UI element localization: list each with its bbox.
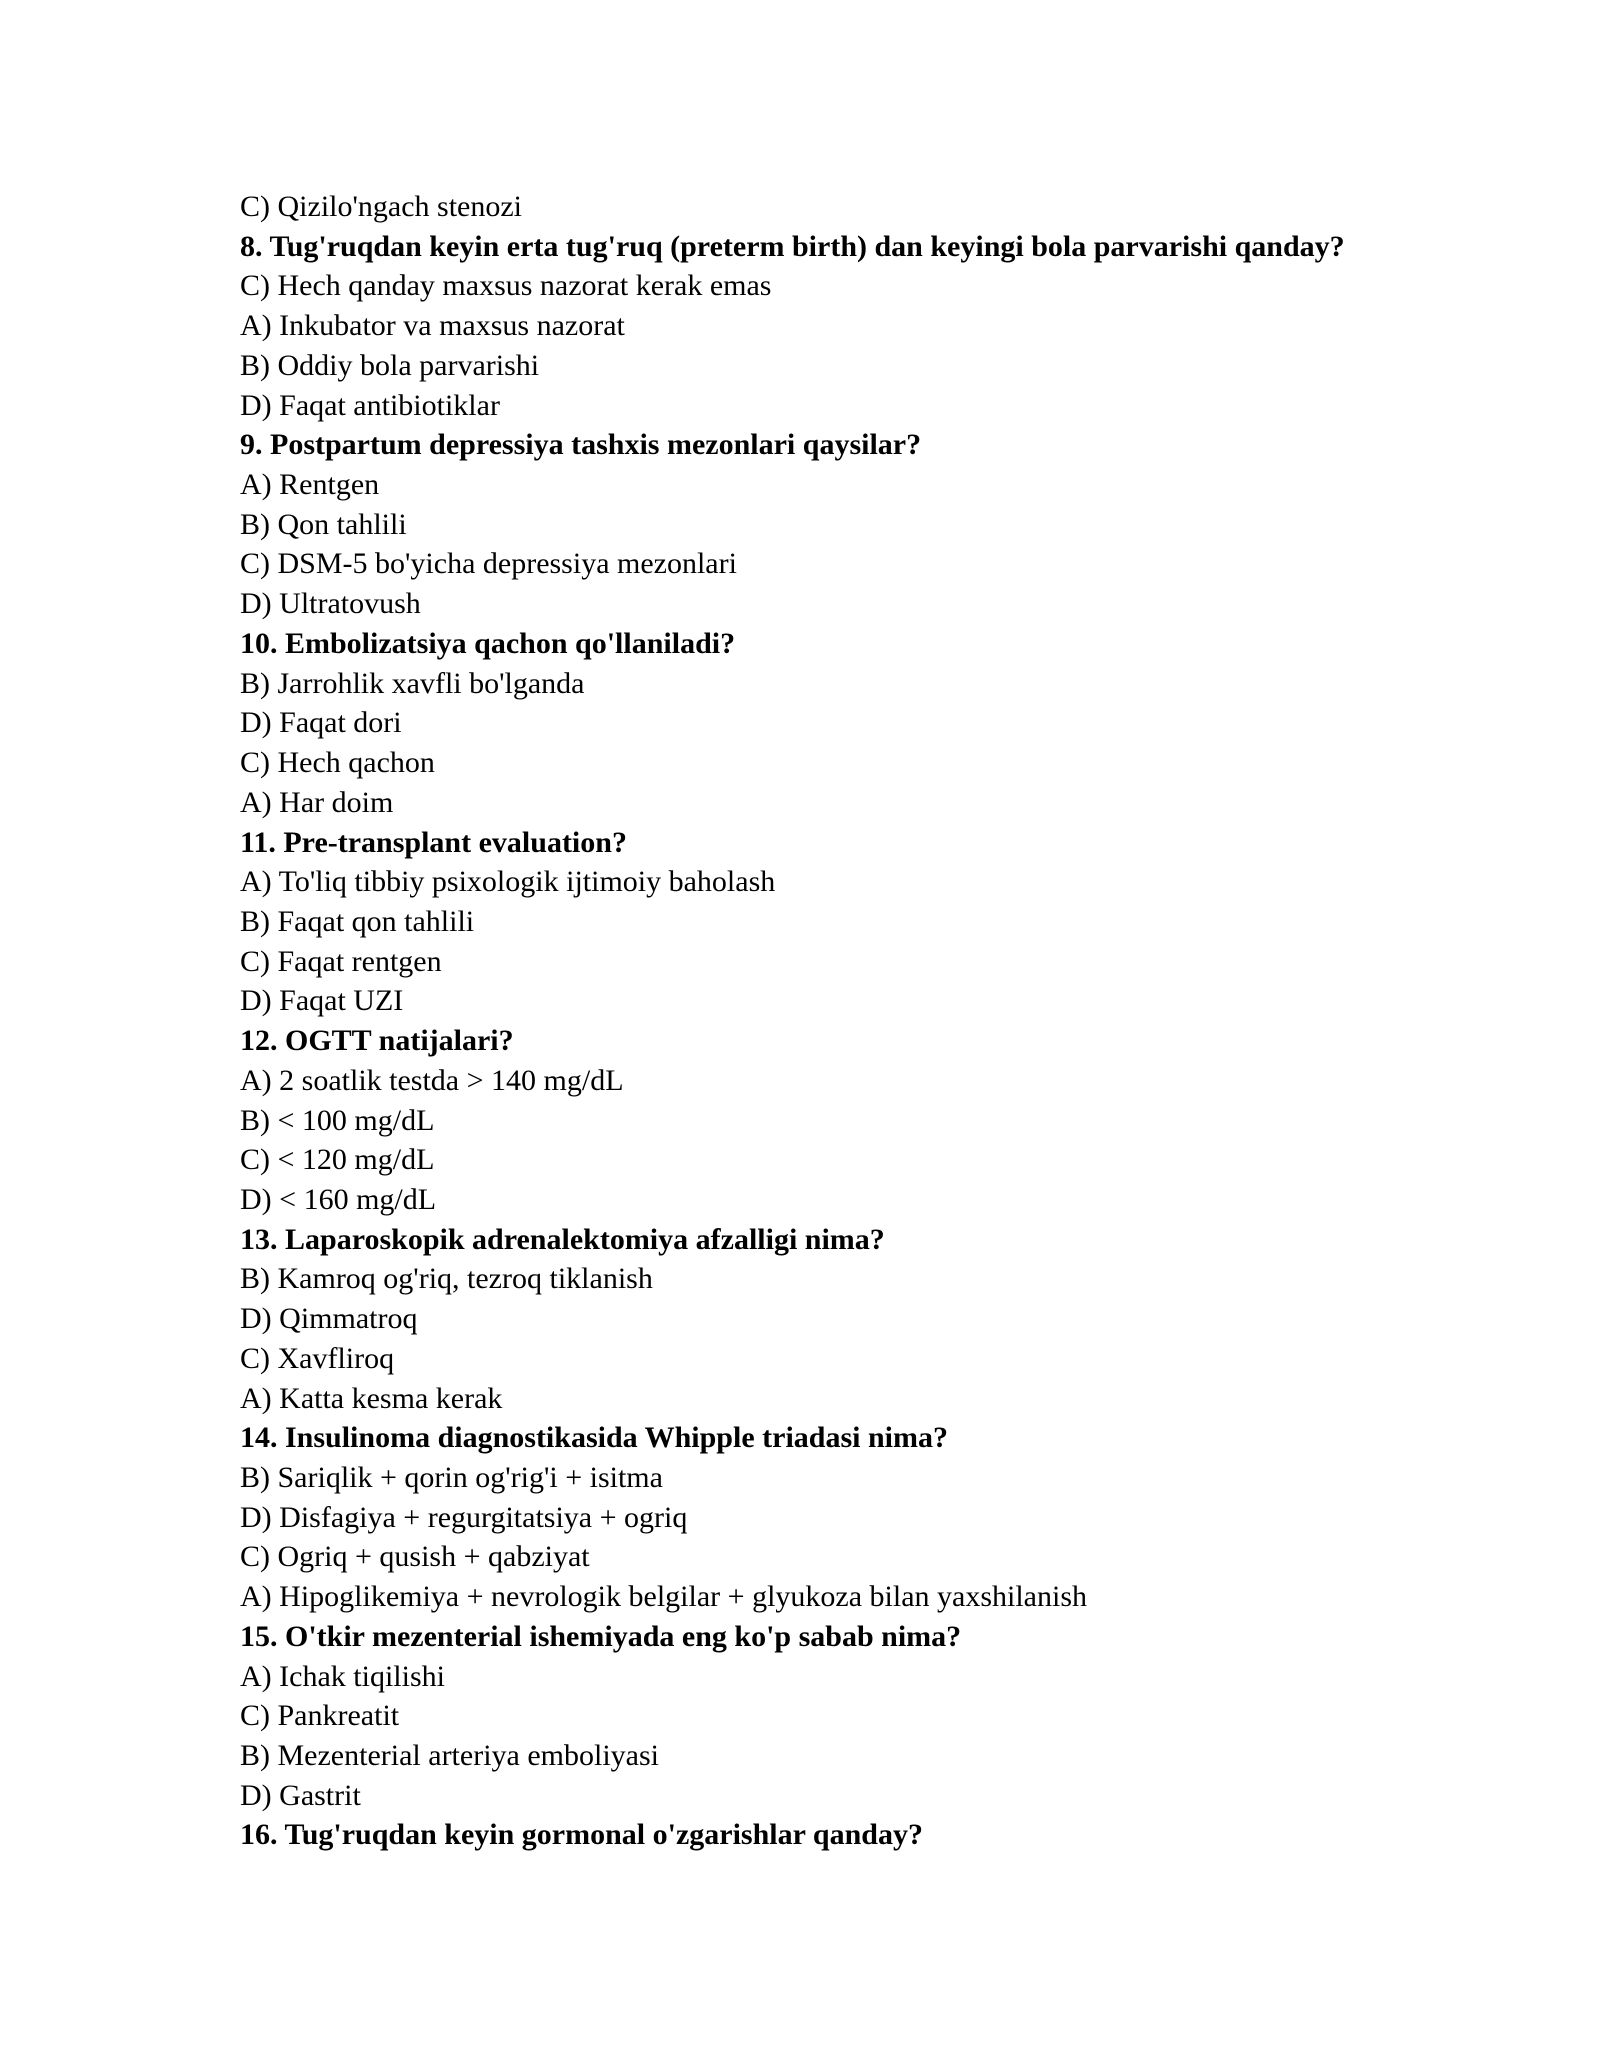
- document-page: [240, 187, 1440, 1855]
- option-line: B) Mezenterial arteriya emboliyasi: [240, 1739, 659, 1773]
- option-line: A) Katta kesma kerak: [240, 1381, 503, 1415]
- question-title: 8. Tug'ruqdan keyin erta tug'ruq (preterm birth) dan keyingi bola parvarishi qanday?: [240, 229, 1345, 263]
- option-line: A) Ichak tiqilishi: [240, 1659, 445, 1693]
- option-line: A) Rentgen: [240, 468, 380, 502]
- option-line: D) Disfagiya + regurgitatsiya + ogriq: [240, 1500, 688, 1534]
- question-title: 9. Postpartum depressiya tashxis mezonlari qaysilar?: [240, 428, 922, 462]
- option-line: A) Hipoglikemiya + nevrologik belgilar + glyukoza bilan yaxshilanish: [240, 1580, 1088, 1614]
- option-line: D) Faqat dori: [240, 706, 402, 740]
- question-title: 16. Tug'ruqdan keyin gormonal o'zgarishlar qanday?: [240, 1818, 923, 1852]
- option-line: B) Jarrohlik xavfli bo'lganda: [240, 666, 585, 700]
- option-line: C) < 120 mg/dL: [240, 1143, 435, 1177]
- option-line: B) Oddiy bola parvarishi: [240, 348, 540, 382]
- option-line: D) Qimmatroq: [240, 1302, 418, 1336]
- option-line: A) Har doim: [240, 785, 394, 819]
- option-line: D) Ultratovush: [240, 587, 421, 621]
- question-title: 13. Laparoskopik adrenalektomiya afzalligi nima?: [240, 1222, 885, 1256]
- option-line: A) 2 soatlik testda > 140 mg/dL: [240, 1063, 624, 1097]
- option-line: C) Hech qachon: [240, 746, 435, 780]
- option-line: C) Qizilo'ngach stenozi: [240, 190, 522, 223]
- option-line: B) Sariqlik + qorin og'rig'i + isitma: [240, 1461, 663, 1494]
- question-title: 11. Pre-transplant evaluation?: [240, 825, 627, 859]
- question-title: 12. OGTT natijalari?: [240, 1024, 514, 1058]
- question-title: 10. Embolizatsiya qachon qo'llaniladi?: [240, 626, 736, 660]
- option-line: D) Faqat antibiotiklar: [240, 388, 500, 422]
- option-line: C) Ogriq + qusish + qabziyat: [240, 1540, 590, 1574]
- question-title: 15. O'tkir mezenterial ishemiyada eng ko'p sabab nima?: [240, 1619, 962, 1653]
- option-line: C) Faqat rentgen: [240, 944, 442, 978]
- option-line: C) Pankreatit: [240, 1699, 400, 1733]
- option-line: C) Xavfliroq: [240, 1341, 395, 1375]
- option-line: C) DSM-5 bo'yicha depressiya mezonlari: [240, 547, 737, 581]
- option-line: B) Faqat qon tahlili: [240, 904, 475, 938]
- option-line: C) Hech qanday maxsus nazorat kerak emas: [240, 269, 772, 303]
- option-line: B) < 100 mg/dL: [240, 1103, 435, 1137]
- option-line: D) < 160 mg/dL: [240, 1182, 437, 1216]
- option-line: A) To'liq tibbiy psixologik ijtimoiy baholash: [240, 865, 776, 899]
- option-line: B) Qon tahlili: [240, 507, 407, 541]
- option-line: D) Faqat UZI: [240, 984, 404, 1018]
- question-title: 14. Insulinoma diagnostikasida Whipple triadasi nima?: [240, 1421, 948, 1455]
- option-line: A) Inkubator va maxsus nazorat: [240, 309, 625, 343]
- option-line: D) Gastrit: [240, 1778, 361, 1812]
- option-line: B) Kamroq og'riq, tezroq tiklanish: [240, 1262, 653, 1296]
